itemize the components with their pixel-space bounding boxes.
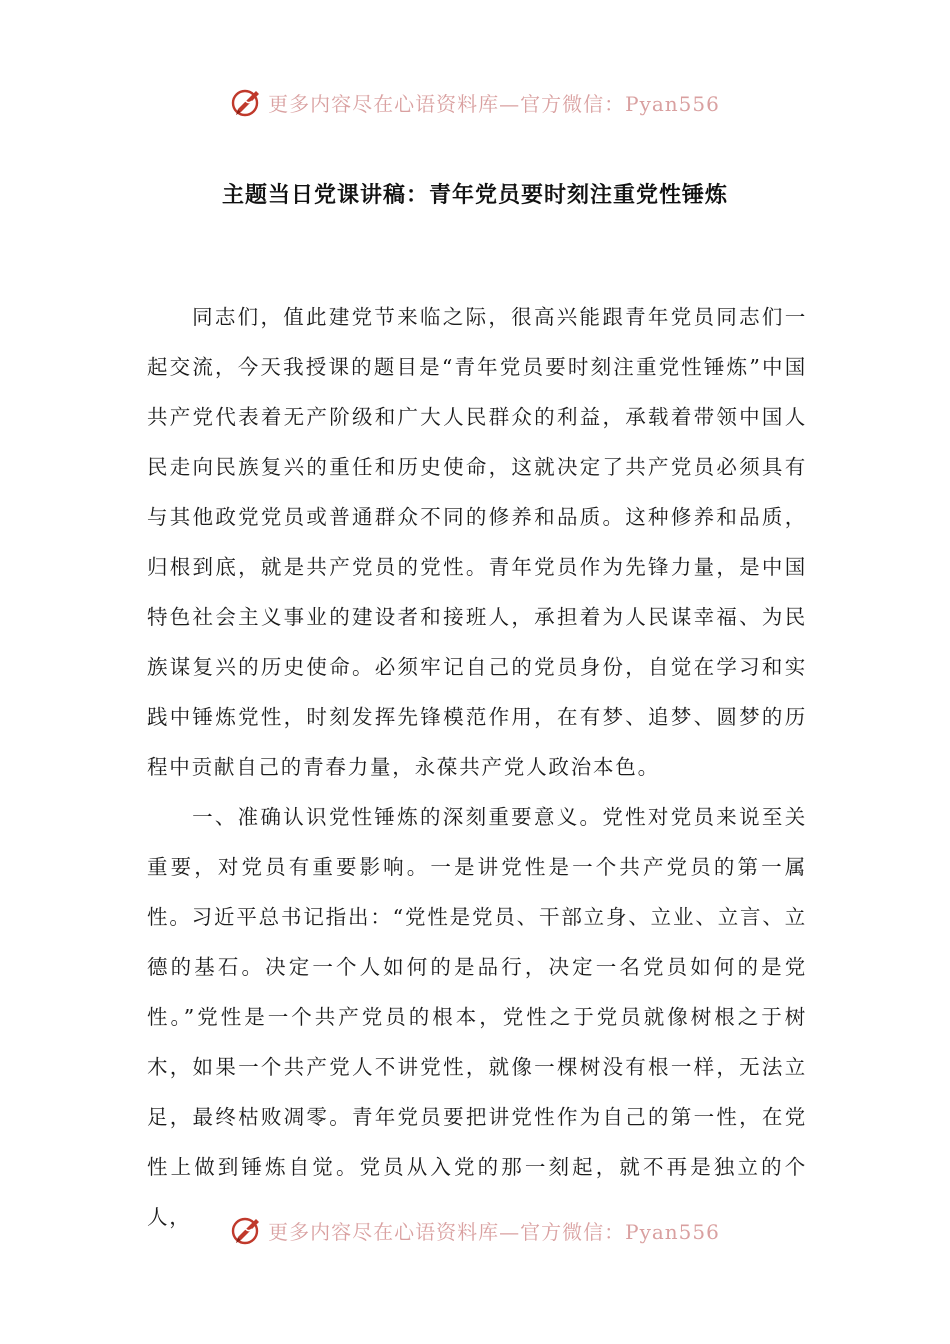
- header-watermark-banner: [0, 80, 950, 124]
- document-title: 主题当日党课讲稿：青年党员要时刻注重党性锤炼: [221, 183, 728, 208]
- header-watermark-text: 更多内容尽在心语资料库—官方微信：Pyan556: [268, 91, 720, 116]
- footer-watermark-text: 更多内容尽在心语资料库—官方微信：Pyan556: [268, 1219, 720, 1244]
- quill-logo-icon: [230, 1213, 264, 1247]
- paragraph: 同志们，值此建党节来临之际，很高兴能跟青年党员同志们一起交流，今天我授课的题目是“青年党员要时刻注重党性锤炼”中国共产党代表着无产阶级和广大人民群众的利益，承载着带领中国人民走向民族复兴的重任和历史使命，这就决定了共产党员必须具有与其他政党党员或普通群众不同的修养和品质。这种修养和品质，归根到底，就是共产党员的党性。青年党员作为先锋力量，是中国特色社会主义事业的建设者和接班人，承担着为人民谋幸福、为民族谋复兴的历史使命。必须牢记自己的党员身份，自觉在学习和实践中锤炼党性，时刻发挥先锋模范作用，在有梦、追梦、圆梦的历程中贡献自己的青春力量，永葆共产党人政治本色。: [147, 305, 807, 779]
- paragraph: 一、准确认识党性锤炼的深刻重要意义。党性对党员来说至关重要，对党员有重要影响。一是讲党性是一个共产党员的第一属性。习近平总书记指出：“党性是党员、干部立身、立业、立言、立德的基石。决定一个人如何的是品行，决定一名党员如何的是党性。”党性是一个共产党员的根本，党性之于党员就像树根之于树木，如果一个共产党人不讲党性，就像一棵树没有根一样，无法立足，最终枯败凋零。青年党员要把讲党性作为自己的第一性，在党性上做到锤炼自觉。党员从入党的那一刻起，就不再是独立的个人，: [147, 805, 807, 1229]
- footer-watermark-banner: [0, 1208, 950, 1252]
- quill-logo-icon: [230, 85, 264, 119]
- document-body: [147, 292, 807, 1242]
